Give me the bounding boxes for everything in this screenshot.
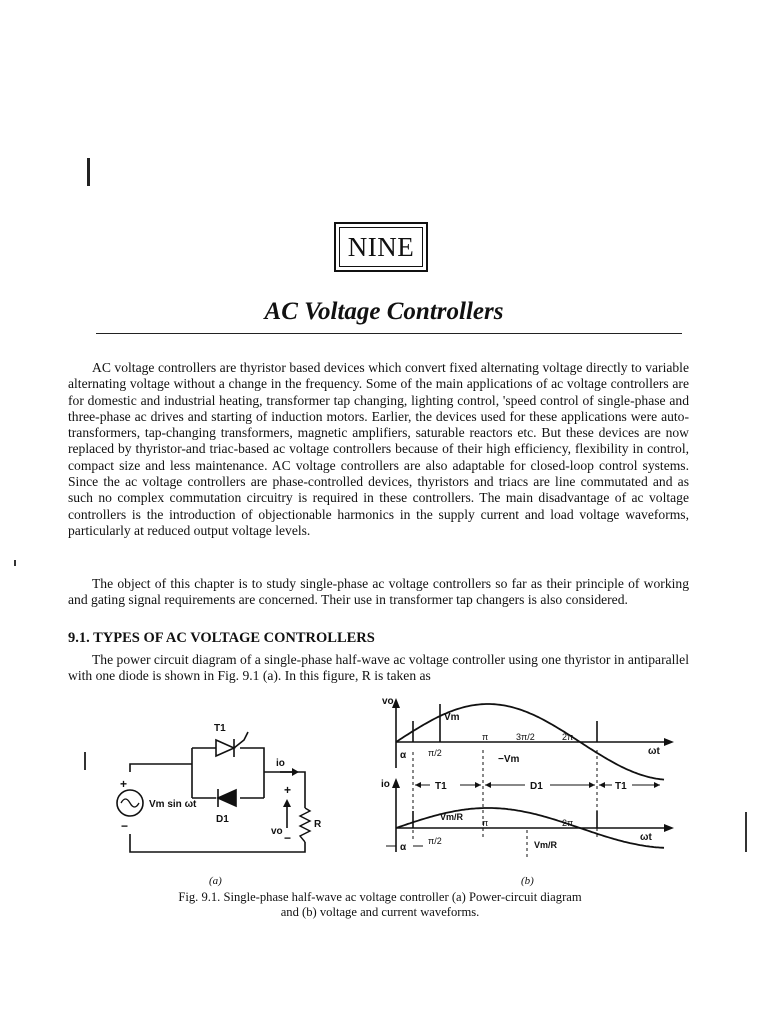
chapter-number-box bbox=[334, 222, 428, 272]
current-neg-peak-label: Vm/R bbox=[534, 840, 558, 850]
current-label: io bbox=[276, 758, 285, 769]
load-label: R bbox=[314, 819, 322, 830]
source-label: Vm sin ωt bbox=[149, 799, 197, 810]
interval-t1-label: T1 bbox=[435, 781, 447, 792]
voltage-x-arrowhead bbox=[664, 738, 674, 746]
chapter-title: AC Voltage Controllers bbox=[264, 298, 504, 325]
current-waveform-plot bbox=[381, 750, 674, 858]
voltage-neg-peak-label: −Vm bbox=[498, 754, 520, 765]
scan-mark bbox=[14, 560, 16, 566]
voltage-tick-pi: π bbox=[482, 732, 489, 742]
source-plus-sign: + bbox=[120, 777, 128, 791]
voltage-waveform-plot bbox=[382, 696, 674, 780]
objective-paragraph: The object of this chapter is to study single-phase ac voltage controllers so far as their principle of working and gating signal requirements are concerned. Their use in transformer tap changers is also considered. bbox=[68, 576, 689, 608]
diode-d1 bbox=[218, 789, 236, 807]
current-tick-2pi: 2π bbox=[562, 818, 574, 828]
section-intro-paragraph: The power circuit diagram of a single-phase half-wave ac voltage controller using one thyristor in antiparallel with one diode is shown in Fig. 9.1 (a). In this figure, R is taken as bbox=[68, 652, 689, 684]
voltage-alpha-label: α bbox=[400, 750, 407, 761]
title-divider bbox=[96, 333, 682, 334]
chapter-number: NINE bbox=[339, 227, 423, 267]
intro-paragraph: AC voltage controllers are thyristor based devices which convert fixed alternating voltage directly to variable alternating voltage without a change in the frequency. Some of the main applications of ac voltage controllers are for domestic and industrial heating, transformer tap changing, lighting control, 'speed control of single-phase and three-phase ac drives and starting of induction motors. Earlier, the devices used for these applications were auto-transformers, tap-changing transformers, magnetic amplifiers, saturable reactors etc. But these devices are now replaced by thyristor-and triac-based ac voltage controllers because of their high efficiency, flexibility in control, compact size and less maintenance. AC voltage controllers are also adaptable for closed-loop control systems. Since the ac voltage controllers are phase-controlled devices, thyristors and triacs are line commutated and as such no complex commutation circuitry is required in these controllers. The main disadvantage of ac voltage controllers is the introduction of objectionable harmonics in the supply current and load voltage waveforms, particularly at reduced output voltage levels. bbox=[68, 360, 689, 538]
current-y-arrowhead bbox=[392, 778, 400, 788]
interval-t1-next-label: T1 bbox=[615, 781, 627, 792]
circuit-diagram bbox=[117, 723, 322, 852]
load-resistor bbox=[300, 808, 310, 842]
figure-caption-line-1: Fig. 9.1. Single-phase half-wave ac voltage controller (a) Power-circuit diagram bbox=[178, 890, 582, 904]
section-heading: 9.1. TYPES OF AC VOLTAGE CONTROLLERS bbox=[68, 630, 375, 646]
thyristor-label: T1 bbox=[214, 723, 226, 734]
current-x-arrowhead bbox=[664, 824, 674, 832]
current-arrowhead bbox=[292, 768, 299, 776]
current-y-label: io bbox=[381, 779, 390, 790]
figure-caption-line-2: and (b) voltage and current waveforms. bbox=[280, 905, 480, 919]
voltage-peak-label: Vm bbox=[444, 712, 460, 723]
figure-caption bbox=[100, 890, 660, 920]
figure-sublabel-a: (a) bbox=[209, 875, 222, 887]
figure-9-1 bbox=[0, 690, 768, 890]
current-x-label: ωt bbox=[640, 832, 652, 843]
voltage-y-label: vo bbox=[382, 696, 394, 707]
voltage-tick-2pi: 2π bbox=[562, 732, 574, 742]
source-minus-sign: − bbox=[121, 819, 129, 833]
diode-label: D1 bbox=[216, 814, 229, 825]
ac-source-wave bbox=[121, 799, 139, 807]
figure-sublabel-b: (b) bbox=[521, 875, 534, 887]
current-alpha-label: α bbox=[400, 842, 407, 853]
voltage-arrowhead bbox=[283, 799, 291, 807]
interval-d1-label: D1 bbox=[530, 781, 543, 792]
current-peak-label: Vm/R bbox=[440, 812, 464, 822]
voltage-tick-3pi-2: 3π/2 bbox=[516, 732, 535, 742]
load-minus-sign: − bbox=[284, 831, 292, 845]
current-tick-pi-2: π/2 bbox=[428, 836, 442, 846]
voltage-tick-pi-2: π/2 bbox=[428, 748, 442, 758]
voltage-x-label: ωt bbox=[648, 746, 660, 757]
current-tick-pi: π bbox=[482, 818, 489, 828]
voltage-label: vo bbox=[271, 826, 283, 837]
load-plus-sign: + bbox=[284, 783, 292, 797]
scan-mark bbox=[87, 158, 90, 186]
thyristor-t1 bbox=[216, 732, 248, 757]
